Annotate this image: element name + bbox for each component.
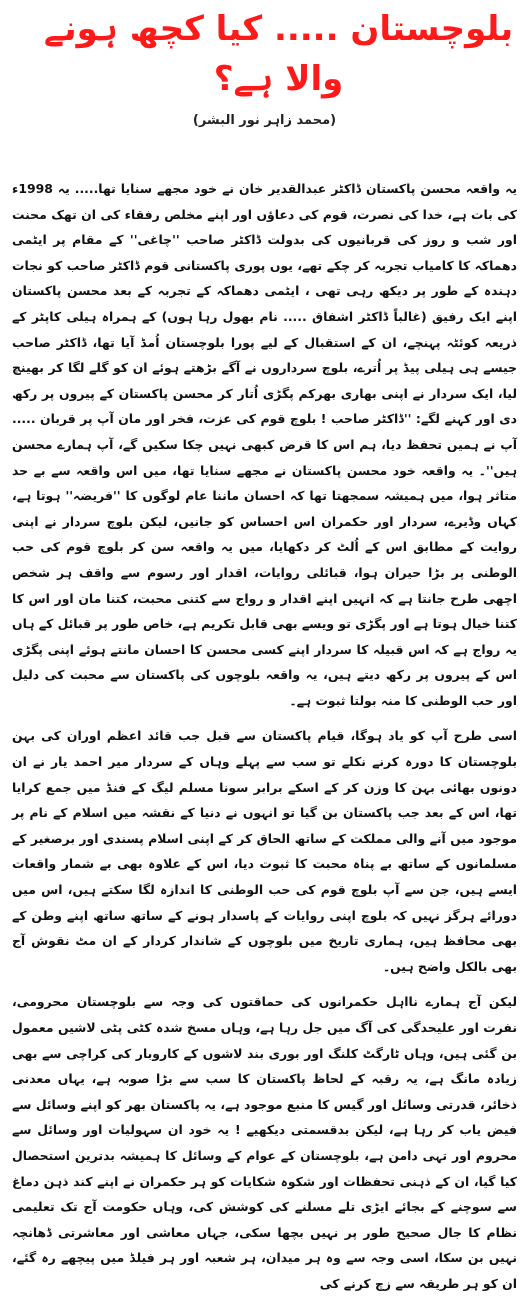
- article-paragraph: لیکن آج ہمارے نااہل حکمرانوں کی حماقتوں کی وجہ سے بلوچستان محرومی، نفرت اور علیحدگی کی آگ میں جل رہا ہے، وہاں مسخ شدہ کٹی پٹی لاشیں معمول بن گئی ہیں، وہاں ٹارگٹ کلنگ اور بوری بند لاشوں کے کاروبار کی کراچی سے بھی زیادہ مانگ ہے، یہ رقبہ کے لحاظ پاکستان کا سب سے بڑا صوبہ ہے، یہاں معدنی ذخائر، قدرتی وسائل اور گیس کا منبع موجود ہے، یہ پاکستان بھر کو اپنے وسائل سے فیض یاب کر رہا ہے، لیکن بدقسمتی دیکھیے ! یہ خود ان سہولیات اور وسائل سے محروم اور تہی دامن ہے، بلوچستان کے عوام کے وسائل کا ہمیشہ بدترین استحصال کیا گیا، ان کے ذہنی تحفظات اور شکوہ شکایات کو ہر حکمران نے اپنے کند ذہن دماغ سے سوچنے کے بجائے ایڑی تلے مسلنے کی کوشش کی، وہاں حکومت آج تک تعلیمی نظام کا جال صحیح طور پر نہیں بچھا سکی، جہاں معاشی اور معاشرتی ڈھانچہ نہیں بن سکا، اسی وجہ سے وہ ہر میدان، ہر شعبہ اور ہر فیلڈ میں پیچھے رہ گئے، ان کو ہر طریقہ سے زچ کرنے کی: [12, 994, 517, 1291]
- article-body: [12, 176, 517, 1297]
- article-paragraph: اسی طرح آپ کو یاد ہوگا، قیام پاکستان سے قبل جب قائد اعظم اوران کی بہن بلوچستان کا دورہ کرنے نکلے تو سب سے پہلے وہاں کے سردار میر احمد یار نے ان دونوں بھائی بہن کا وزن کر کے اسکے برابر سونا مسلم لیگ کے فنڈ میں جمع کرایا تھا، اس کے بعد جب پاکستان بن گیا تو انہوں نے دنیا کے نقشہ میں اسلام کے نام پر موجود میں آنے والی مملکت کے ساتھ الحاق کر کے اپنی اسلام پسندی اور برصغیر کے مسلمانوں کے ساتھ بے پناہ محبت کا ثبوت دیا، اس کے علاوہ بھی بے شمار واقعات ایسے ہیں، جن سے آپ بلوچ قوم کی حب الوطنی کا اندازہ لگا سکتے ہیں، اس میں دورائے ہرگز نہیں کہ بلوچ اپنی روایات کے پاسدار ہونے کے ساتھ ساتھ اپنے وطن کے بھی محافظ ہیں، ہماری تاریخ میں بلوچوں کے شاندار کردار کے ان مٹ نقوش آج بھی بالکل واضح ہیں۔: [12, 728, 517, 974]
- article-headline: بلوچستان ..... کیا کچھ ہونے والا ہے؟: [43, 9, 514, 99]
- article-paragraph: یہ واقعہ محسن پاکستان ڈاکٹر عبدالقدیر خان نے خود مجھے سنایا تھا..... یہ 1998ء کی بات ہے، خدا کی نصرت، قوم کی دعاؤں اور اپنے مخلص رفقاء کی ان تھک محنت اور شب و روز کی قربانیوں کی بدولت ڈاکٹر صاحب ''چاغی'' کے مقام پر ایٹمی دھماکہ کا کامیاب تجربہ کر چکے تھے، یوں پوری پاکستانی قوم ڈاکٹر صاحب کو نجات دہندہ کے طور پر دیکھ رہی تھی ، ایٹمی دھماکہ کے تجربہ کے بعد محسن پاکستان اپنے ایک رفیق (غالباً ڈاکٹر اشفاق ..... نام بھول رہا ہوں) کے ہمراہ ہیلی کاپٹر کے ذریعہ کوئٹہ پہنچے، ان کے استقبال کے لیے پورا بلوچستان اُمڈ آیا تھا، ڈاکٹر صاحب جیسے ہی ہیلی پیڈ پر اُترے، بلوچ سرداروں نے آگے بڑھتے ہوئے ان کو گلے لگا کر بھینچ لیا، ایک سردار نے اپنی بھاری بھرکم پگڑی اُتار کر محسن پاکستان کے پیروں پر رکھ دی اور کہنے لگے: ''ڈاکٹر صاحب ! بلوچ قوم کی عزت، فخر اور مان آپ پر قربان ..... آپ نے ہمیں تحفظ دیا، ہم اس کا قرض کبھی نہیں چکا سکیں گے، آپ ہمارے محسن ہیں''۔ یہ واقعہ خود محسن پاکستان نے مجھے سنایا تھا، میں اس واقعہ سے بے حد متاثر ہوا، میں ہمیشہ سمجھتا تھا کہ احسان ماننا عام لوگوں کا ''فریضہ'' ہوتا ہے، کہاں وڈیرے، سردار اور حکمران اس احساس کو جانیں، لیکن بلوچ سردار نے اپنی روایت کے مطابق اس کے اُلٹ کر دکھایا، میں یہ واقعہ سن کر بلوچ قوم کی حب الوطنی پر بڑا حیران ہوا، قبائلی روایات، اقدار اور رسوم سے واقف ہر شخص اچھی طرح جانتا ہے کہ انہیں اپنے اقدار و رواج سے کتنی محبت، کتنا مان اور اس کا کتنا خیال ہوتا ہے اور پگڑی تو ویسے بھی قابل تکریم ہے، خاص طور پر قبائل کے ہاں یہ رواج ہے کہ اس قبیلہ کا سردار اپنے کسی محسن کا احسان مانتے ہوئے اپنی پگڑی اس کے پیروں پر رکھ دیتے ہیں، یہ واقعہ بلوچوں کی پاکستان سے محبت کی دلیل اور حب الوطنی کا منہ بولتا ثبوت ہے۔: [12, 181, 517, 708]
- article-byline: (محمد زاہر نور البشر): [192, 113, 337, 128]
